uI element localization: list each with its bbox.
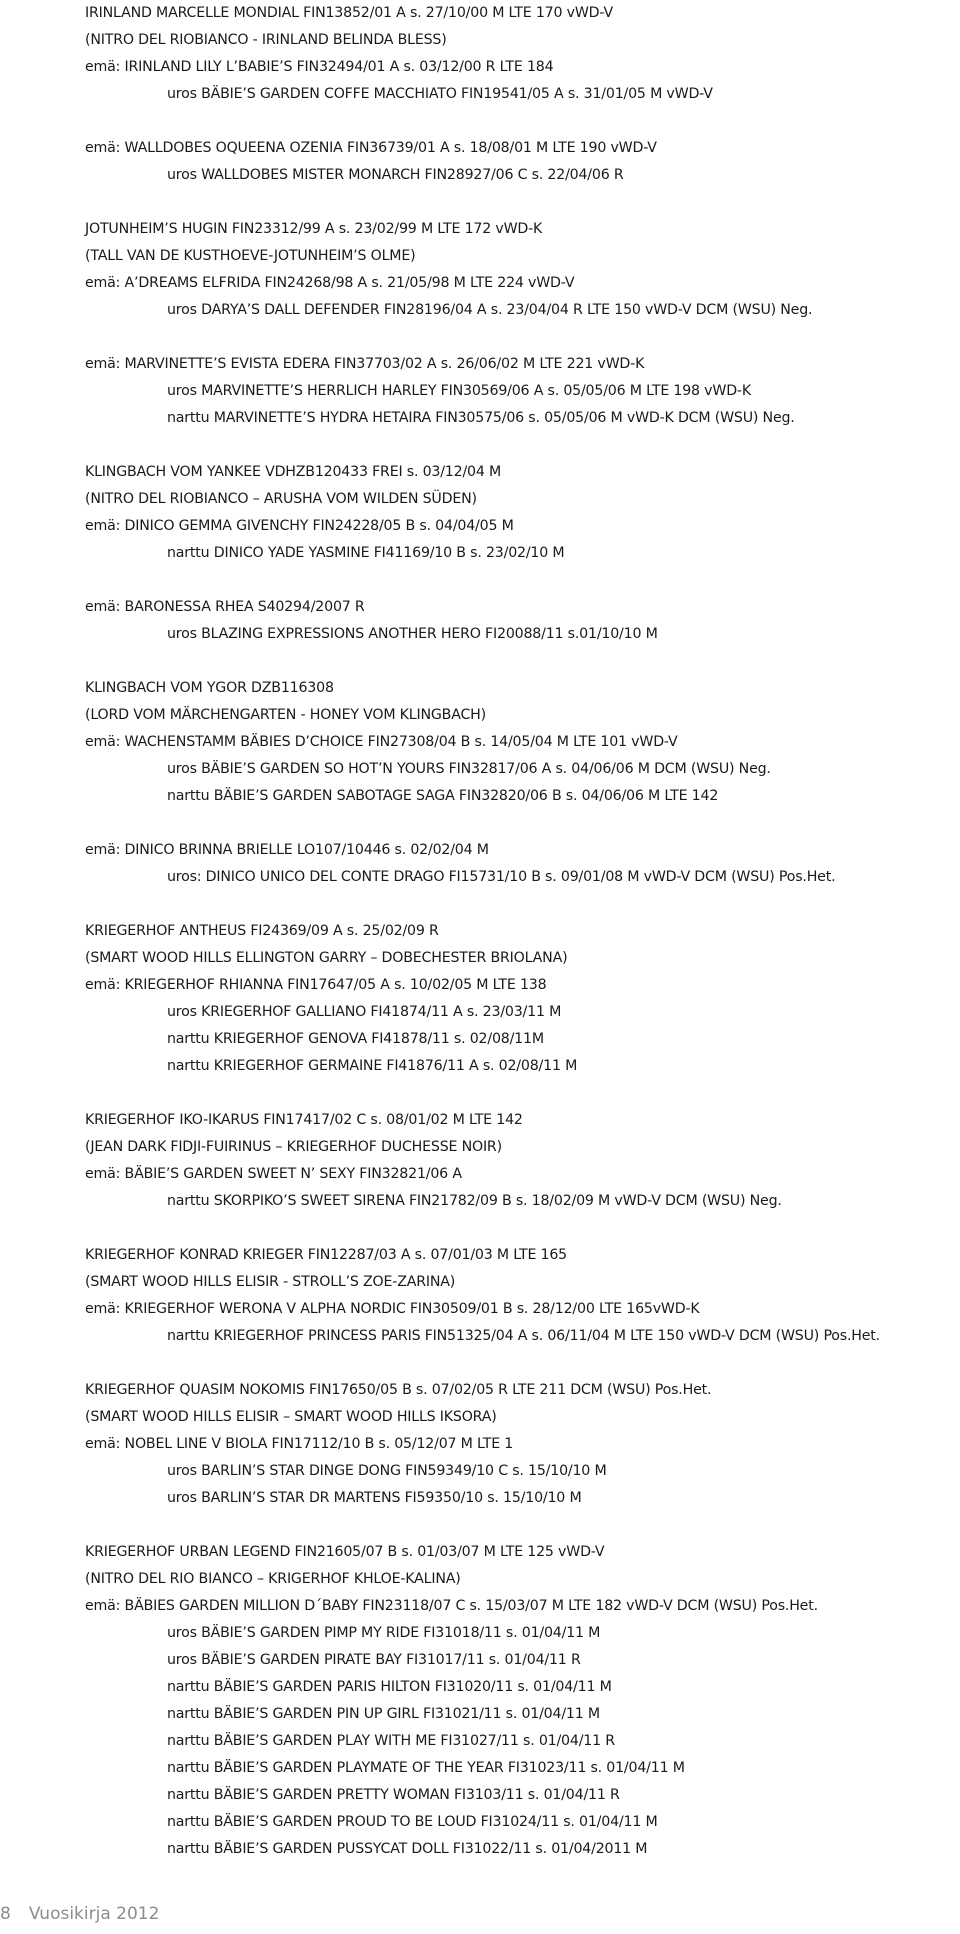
text-line: (NITRO DEL RIO BIANCO – KRIGERHOF KHLOE-KALINA) (85, 1571, 461, 1587)
offspring-line: narttu BÄBIE’S GARDEN PIN UP GIRL FI31021/11 s. 01/04/11 M (167, 1706, 600, 1722)
text-line: (SMART WOOD HILLS ELISIR – SMART WOOD HILLS IKSORA) (85, 1409, 497, 1425)
text-line: emä: WACHENSTAMM BÄBIES D’CHOICE FIN27308/04 B s. 14/05/04 M LTE 101 vWD-V (85, 734, 678, 750)
offspring-line: uros MARVINETTE’S HERRLICH HARLEY FIN30569/06 A s. 05/05/06 M LTE 198 vWD-K (167, 383, 751, 399)
text-line: emä: BÄBIES GARDEN MILLION D´BABY FIN23118/07 C s. 15/03/07 M LTE 182 vWD-V DCM (WSU) Pos.Het. (85, 1598, 818, 1614)
blank-line (85, 1512, 955, 1539)
offspring-line: uros DARYA’S DALL DEFENDER FIN28196/04 A s. 23/04/04 R LTE 150 vWD-V DCM (WSU) Neg. (167, 302, 813, 318)
text-line: emä: BARONESSA RHEA S40294/2007 R (85, 599, 365, 615)
text-line: KRIEGERHOF URBAN LEGEND FIN21605/07 B s. 01/03/07 M LTE 125 vWD-V (85, 1544, 605, 1560)
text-line: emä: KRIEGERHOF WERONA V ALPHA NORDIC FIN30509/01 B s. 28/12/00 LTE 165vWD-K (85, 1301, 700, 1317)
offspring-line: narttu KRIEGERHOF GERMAINE FI41876/11 A s. 02/08/11 M (167, 1058, 578, 1074)
offspring-line: narttu MARVINETTE’S HYDRA HETAIRA FIN30575/06 s. 05/05/06 M vWD-K DCM (WSU) Neg. (167, 410, 795, 426)
text-line: (LORD VOM MÄRCHENGARTEN - HONEY VOM KLINGBACH) (85, 707, 486, 723)
offspring-line: uros BARLIN’S STAR DINGE DONG FIN59349/10 C s. 15/10/10 M (167, 1463, 607, 1479)
offspring-line: narttu DINICO YADE YASMINE FI41169/10 B s. 23/02/10 M (167, 545, 565, 561)
blank-line (85, 810, 955, 837)
offspring-line: narttu KRIEGERHOF GENOVA FI41878/11 s. 02/08/11M (167, 1031, 544, 1047)
text-line: KRIEGERHOF ANTHEUS FI24369/09 A s. 25/02/09 R (85, 923, 439, 939)
offspring-line: uros BÄBIE’S GARDEN COFFE MACCHIATO FIN19541/05 A s. 31/01/05 M vWD-V (167, 86, 713, 102)
text-line: KLINGBACH VOM YANKEE VDHZB120433 FREI s. 03/12/04 M (85, 464, 502, 480)
text-line: emä: KRIEGERHOF RHIANNA FIN17647/05 A s. 10/02/05 M LTE 138 (85, 977, 547, 993)
text-line: emä: NOBEL LINE V BIOLA FIN17112/10 B s. 05/12/07 M LTE 1 (85, 1436, 514, 1452)
offspring-line: uros WALLDOBES MISTER MONARCH FIN28927/06 C s. 22/04/06 R (167, 167, 624, 183)
blank-line (85, 324, 955, 351)
text-line: KRIEGERHOF KONRAD KRIEGER FIN12287/03 A s. 07/01/03 M LTE 165 (85, 1247, 568, 1263)
text-line: emä: DINICO GEMMA GIVENCHY FIN24228/05 B s. 04/04/05 M (85, 518, 514, 534)
blank-line (85, 189, 955, 216)
text-line: emä: MARVINETTE’S EVISTA EDERA FIN37703/02 A s. 26/06/02 M LTE 221 vWD-K (85, 356, 645, 372)
text-line: IRINLAND MARCELLE MONDIAL FIN13852/01 A s. 27/10/00 M LTE 170 vWD-V (85, 5, 613, 21)
text-line: emä: WALLDOBES OQUEENA OZENIA FIN36739/01 A s. 18/08/01 M LTE 190 vWD-V (85, 140, 657, 156)
text-line: (JEAN DARK FIDJI-FUIRINUS – KRIEGERHOF DUCHESSE NOIR) (85, 1139, 502, 1155)
document-body (85, 0, 955, 1863)
offspring-line: uros BLAZING EXPRESSIONS ANOTHER HERO FI20088/11 s.01/10/10 M (167, 626, 658, 642)
blank-line (85, 1350, 955, 1377)
blank-line (85, 567, 955, 594)
blank-line (85, 1215, 955, 1242)
offspring-line: narttu KRIEGERHOF PRINCESS PARIS FIN51325/04 A s. 06/11/04 M LTE 150 vWD-V DCM (WSU) Pos.Het. (167, 1328, 880, 1344)
blank-line (85, 891, 955, 918)
offspring-line: uros KRIEGERHOF GALLIANO FI41874/11 A s. 23/03/11 M (167, 1004, 562, 1020)
text-line: JOTUNHEIM’S HUGIN FIN23312/99 A s. 23/02/99 M LTE 172 vWD-K (85, 221, 543, 237)
offspring-line: narttu BÄBIE’S GARDEN SABOTAGE SAGA FIN32820/06 B s. 04/06/06 M LTE 142 (167, 788, 719, 804)
text-line: (NITRO DEL RIOBIANCO – ARUSHA VOM WILDEN SÜDEN) (85, 491, 477, 507)
offspring-line: narttu BÄBIE’S GARDEN PLAYMATE OF THE YEAR FI31023/11 s. 01/04/11 M (167, 1760, 685, 1776)
text-line: (SMART WOOD HILLS ELISIR - STROLL’S ZOE-ZARINA) (85, 1274, 456, 1290)
offspring-line: uros BARLIN’S STAR DR MARTENS FI59350/10 s. 15/10/10 M (167, 1490, 582, 1506)
text-line: emä: IRINLAND LILY L’BABIE’S FIN32494/01 A s. 03/12/00 R LTE 184 (85, 59, 554, 75)
publication-title: Vuosikirja 2012 (28, 1904, 160, 1924)
blank-line (85, 432, 955, 459)
offspring-line: narttu BÄBIE’S GARDEN PRETTY WOMAN FI3103/11 s. 01/04/11 R (167, 1787, 620, 1803)
text-line: (NITRO DEL RIOBIANCO - IRINLAND BELINDA BLESS) (85, 32, 447, 48)
offspring-line: narttu BÄBIE’S GARDEN PARIS HILTON FI31020/11 s. 01/04/11 M (167, 1679, 612, 1695)
offspring-line: uros: DINICO UNICO DEL CONTE DRAGO FI15731/10 B s. 09/01/08 M vWD-V DCM (WSU) Pos.Het. (167, 869, 836, 885)
offspring-line: narttu SKORPIKO’S SWEET SIRENA FIN21782/09 B s. 18/02/09 M vWD-V DCM (WSU) Neg. (167, 1193, 782, 1209)
text-line: emä: A’DREAMS ELFRIDA FIN24268/98 A s. 21/05/98 M LTE 224 vWD-V (85, 275, 575, 291)
text-line: KRIEGERHOF IKO-IKARUS FIN17417/02 C s. 08/01/02 M LTE 142 (85, 1112, 523, 1128)
offspring-line: narttu BÄBIE’S GARDEN PUSSYCAT DOLL FI31022/11 s. 01/04/2011 M (167, 1841, 648, 1857)
blank-line (85, 1080, 955, 1107)
text-line: KRIEGERHOF QUASIM NOKOMIS FIN17650/05 B s. 07/02/05 R LTE 211 DCM (WSU) Pos.Het. (85, 1382, 712, 1398)
offspring-line: uros BÄBIE’S GARDEN SO HOT’N YOURS FIN32817/06 A s. 04/06/06 M DCM (WSU) Neg. (167, 761, 771, 777)
text-line: (SMART WOOD HILLS ELLINGTON GARRY – DOBECHESTER BRIOLANA) (85, 950, 568, 966)
blank-line (85, 648, 955, 675)
offspring-line: uros BÄBIE’S GARDEN PIRATE BAY FI31017/11 s. 01/04/11 R (167, 1652, 581, 1668)
text-line: emä: BÄBIE’S GARDEN SWEET N’ SEXY FIN32821/06 A (85, 1166, 462, 1182)
offspring-line: uros BÄBIE’S GARDEN PIMP MY RIDE FI31018/11 s. 01/04/11 M (167, 1625, 601, 1641)
offspring-line: narttu BÄBIE’S GARDEN PROUD TO BE LOUD FI31024/11 s. 01/04/11 M (167, 1814, 658, 1830)
text-line: KLINGBACH VOM YGOR DZB116308 (85, 680, 334, 696)
text-line: emä: DINICO BRINNA BRIELLE LO107/10446 s. 02/02/04 M (85, 842, 489, 858)
offspring-line: narttu BÄBIE’S GARDEN PLAY WITH ME FI31027/11 s. 01/04/11 R (167, 1733, 615, 1749)
page-footer (0, 1904, 159, 1924)
page-number: 8 (0, 1904, 11, 1924)
blank-line (85, 108, 955, 135)
text-line: (TALL VAN DE KUSTHOEVE-JOTUNHEIM’S OLME) (85, 248, 416, 264)
